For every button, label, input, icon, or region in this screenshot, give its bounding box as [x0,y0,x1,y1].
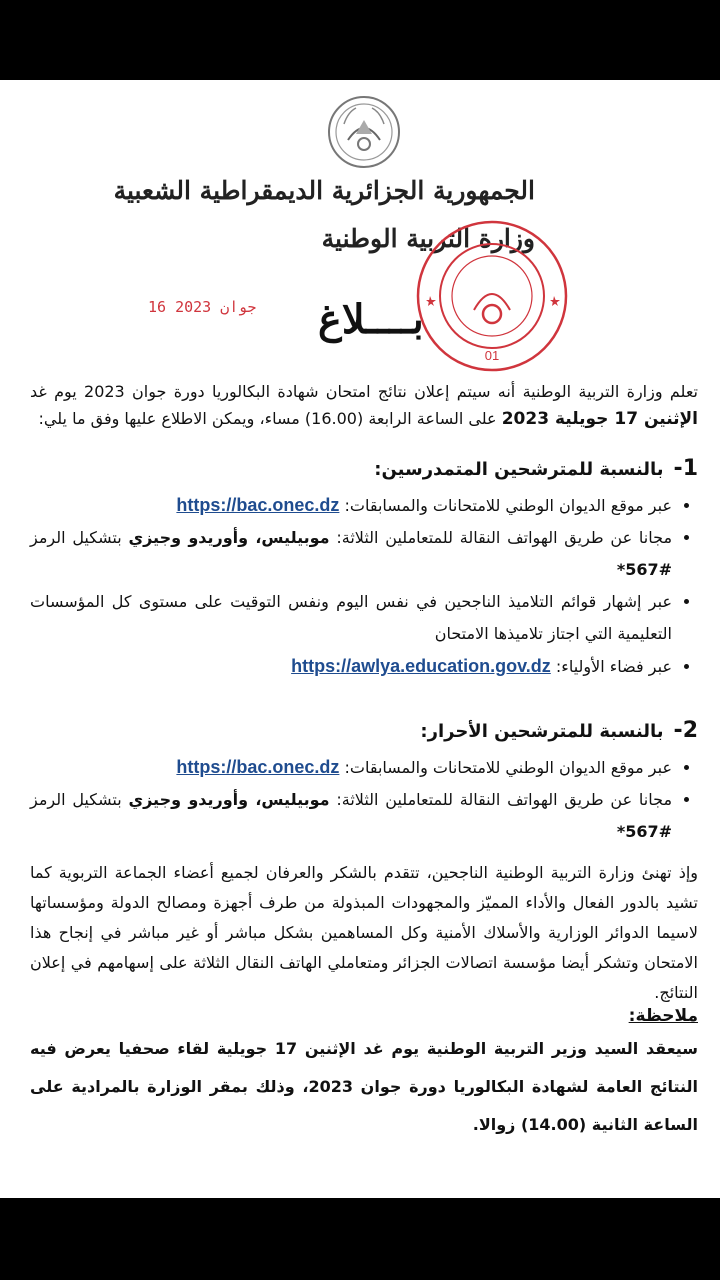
list-item: • مجانا عن طريق الهواتف النقالة للمتعاملين الثلاثة: موبيليس، وأوريدو وجيزي بتشكيل الرمز *567# [30,784,672,848]
bac-onec-link[interactable]: https://bac.onec.dz [176,495,340,515]
document-date: 16 جوان 2023 [148,298,257,316]
section-free-candidates [30,716,698,848]
section-list [30,489,698,683]
official-stamp-icon [414,218,570,374]
republic-heading: الجمهورية الجزائرية الديمقراطية الشعبية [113,176,535,205]
document-title: بــــلاغ [318,296,424,343]
sms-code: *567# [616,822,672,841]
note-section [30,1002,698,1144]
section-list [30,751,698,848]
thanks-text: وإذ تهنئ وزارة التربية الوطنية الناجحين، تتقدم بالشكر والعرفان لجميع أعضاء الجماعة التربوية كما تشيد بالدور الفعال والأداء المميّز والمجهودات المبذولة من طرف أجهزة ومصالح الدولة ومؤسساتها لاسيما الدوائر الوزارية والأسلاك الأمنية وكل المساهمين بشكل مباشر أو غير مباشر في إنجاح هذا الامتحان وتشكر أيضا مؤسسة اتصالات الجزائر ومتعاملي الهاتف النقال الثلاثة على إسهامهم في إعلان النتائج. [30,863,698,1002]
intro-line: تعلم وزارة التربية الوطنية أنه سيتم إعلان نتائج امتحان شهادة البكالوريا دورة جوان 2023 يوم غد الإثنين 17 جويلية 2023 على الساعة الرابعة (16.00) مساء، ويمكن الاطلاع عليها وفق ما يلي: [30,382,699,429]
list-item: • عبر موقع الديوان الوطني للامتحانات والمسابقات: https://bac.onec.dz [30,751,672,784]
national-emblem-icon [326,94,402,170]
list-item: • عبر موقع الديوان الوطني للامتحانات والمسابقات: https://bac.onec.dz [30,489,672,522]
results-day: الإثنين 17 جويلية 2023 [501,409,698,429]
section-heading: 2-بالنسبة للمترشحين الأحرار: [420,718,698,743]
list-item: • مجانا عن طريق الهواتف النقالة للمتعاملين الثلاثة: موبيليس، وأوريدو وجيزي بتشكيل الرمز *567# [30,522,672,586]
sms-code: *567# [616,560,672,579]
intro-paragraph [30,378,698,433]
section-enrolled [30,454,698,683]
stamp-number: 01 [484,348,500,363]
list-item: • عبر إشهار قوائم التلاميذ الناجحين في نفس اليوم ونفس التوقيت على مستوى كل المؤسسات التعليمية التي اجتاز تلاميذها الامتحان [30,586,672,650]
thanks-paragraph [30,858,698,1008]
list-item: • عبر فضاء الأولياء: https://awlya.education.gov.dz [30,650,672,683]
note-text: سيعقد السيد وزير التربية الوطنية يوم غد الإثنين 17 جويلية لقاء صحفيا يعرض فيه النتائج العامة لشهادة البكالوريا دورة جوان 2023، وذلك بمقر الوزارة بالمرادية على الساعة الثانية (14.00) زوالا. [30,1039,699,1134]
awlya-link[interactable]: https://awlya.education.gov.dz [291,656,551,676]
document-page [0,80,720,1198]
bac-onec-link[interactable]: https://bac.onec.dz [176,757,340,777]
ministry-heading: وزارة التربية الوطنية [321,224,535,253]
section-heading: 1-بالنسبة للمترشحين المتمدرسين: [374,456,698,481]
note-title: ملاحظة: [628,1006,698,1026]
